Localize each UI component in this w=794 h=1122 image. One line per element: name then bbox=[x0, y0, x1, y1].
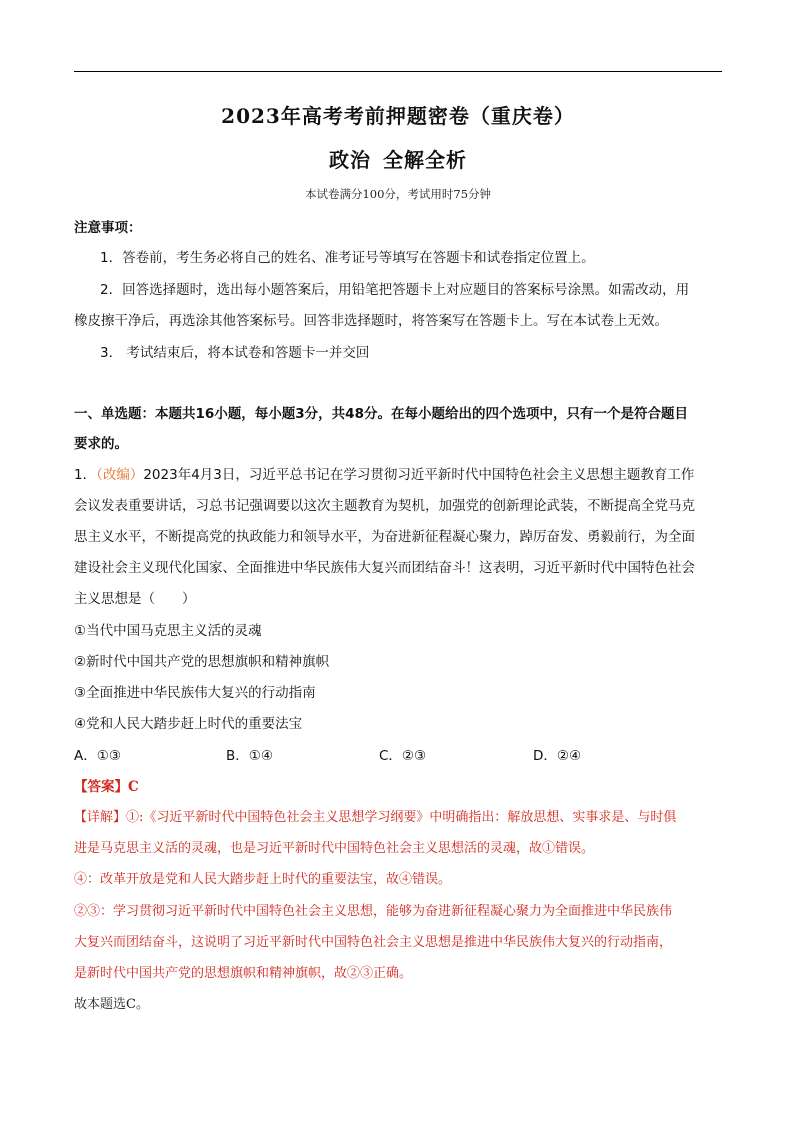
question-line-5: 主义思想是（ ） bbox=[74, 591, 196, 607]
answer-conclusion: 故本题选C。 bbox=[74, 997, 149, 1012]
statement-1: ①当代中国马克思主义活的灵魂 bbox=[74, 623, 262, 639]
statement-2: ②新时代中国共产党的思想旗帜和精神旗帜 bbox=[74, 654, 330, 670]
notice-item-2-line-1: 2．回答选择题时，选出每小题答案后，用铅笔把答题卡上对应题目的答案标号涂黑。如需改动，用 bbox=[100, 282, 690, 298]
statement-4: ④党和人民大踏步赶上时代的重要法宝 bbox=[74, 716, 303, 732]
question-line-2: 会议发表重要讲话，习总书记强调要以这次主题教育为契机，加强党的创新理论武装，不断提高全党马克 bbox=[74, 498, 695, 514]
page-subtitle bbox=[74, 144, 722, 173]
detail-line-5: 大复兴而团结奋斗，这说明了习近平新时代中国特色社会主义思想是推进中华民族伟大复兴的行动指南， bbox=[74, 935, 673, 950]
detail-line-1: 【详解】①:《习近平新时代中国特色社会主义思想学习纲要》中明确指出：解放思想、实事求是、与时俱 bbox=[74, 810, 677, 825]
option-c: C．②③ bbox=[379, 748, 427, 764]
question-line-1 bbox=[74, 465, 722, 485]
question-text-start: 2023年4月3日，习近平总书记在学习贯彻习近平新时代中国特色社会主义思想主题教育工作 bbox=[143, 467, 695, 483]
subtitle-suffix: 全解全析 bbox=[383, 148, 467, 172]
notice-heading: 注意事项： bbox=[74, 220, 142, 236]
subject-label: 政治 bbox=[329, 148, 371, 172]
detail-line-6: 是新时代中国共产党的思想旗帜和精神旗帜，故②③正确。 bbox=[74, 966, 413, 981]
page-title: 2023年高考考前押题密卷（重庆卷） bbox=[221, 104, 575, 128]
section-heading-line-2: 要求的。 bbox=[74, 436, 128, 452]
exam-meta: 本试卷满分100分，考试用时75分钟 bbox=[304, 187, 492, 201]
option-b: B．①④ bbox=[226, 748, 273, 764]
detail-line-4: ②③：学习贯彻习近平新时代中国特色社会主义思想，能够为奋进新征程凝心聚力为全面推进中华民族伟 bbox=[74, 904, 673, 919]
question-line-4: 建设社会主义现代化国家、全面推进中华民族伟大复兴而团结奋斗！这表明，习近平新时代中国特色社会 bbox=[74, 560, 695, 576]
option-a: A．①③ bbox=[74, 748, 121, 764]
question-tag: （改编） bbox=[96, 467, 144, 483]
notice-item-1: 1．答卷前，考生务必将自己的姓名、准考证号等填写在答题卡和试卷指定位置上。 bbox=[100, 250, 595, 266]
detail-line-3: ④：改革开放是党和人民大踏步赶上时代的重要法宝，故④错误。 bbox=[74, 872, 452, 887]
answer-label: 【答案】C bbox=[74, 779, 139, 795]
notice-item-2-line-2: 橡皮擦干净后，再选涂其他答案标号。回答非选择题时，将答案写在答题卡上。写在本试卷上无效。 bbox=[74, 313, 668, 329]
detail-line-2: 进是马克思主义活的灵魂，也是习近平新时代中国特色社会主义思想活的灵魂，故①错误。 bbox=[74, 841, 595, 856]
section-heading-line-1: 一、单选题：本题共16小题，每小题3分，共48分。在每小题给出的四个选项中，只有一个是符合题目 bbox=[74, 406, 688, 422]
question-number: 1． bbox=[74, 467, 97, 483]
header-rule bbox=[74, 71, 722, 72]
option-d: D．②④ bbox=[533, 748, 582, 764]
statement-3: ③全面推进中华民族伟大复兴的行动指南 bbox=[74, 685, 316, 701]
question-line-3: 思主义水平，不断提高党的执政能力和领导水平，为奋进新征程凝心聚力，踔厉奋发、勇毅前行，为全面 bbox=[74, 529, 695, 545]
notice-item-3: 3． 考试结束后，将本试卷和答题卡一并交回 bbox=[100, 345, 370, 361]
